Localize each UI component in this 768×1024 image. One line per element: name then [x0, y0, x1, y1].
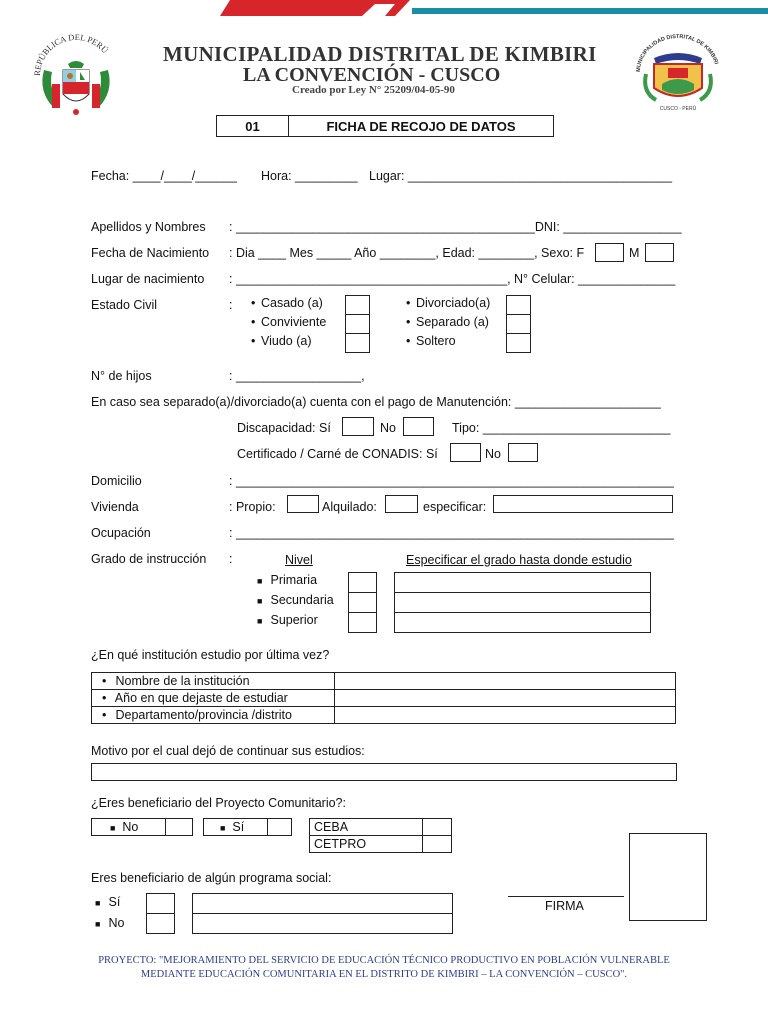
- kimbiri-seal: [632, 34, 724, 114]
- beneficiario-no-option: ■ No: [91, 818, 166, 836]
- estado-separado: • Separado (a): [406, 315, 489, 329]
- motivo-question: Motivo por el cual dejó de continuar sus estudios:: [91, 744, 365, 758]
- programa-no-option: ■ No: [95, 916, 125, 930]
- svg-text:MUNICIPALIDAD DISTRITAL DE KIM: MUNICIPALIDAD DISTRITAL DE KIMBIRI: [635, 34, 719, 73]
- estado-soltero: • Soltero: [406, 334, 456, 348]
- beneficiario-si-option: ■ Sí: [203, 818, 268, 836]
- institucion-anio-label: Año en que dejaste de estudiar: [114, 691, 288, 705]
- vivienda-label: Vivienda: [91, 500, 139, 514]
- conadis-no-label: No: [485, 447, 501, 461]
- programa-no-detail-field[interactable]: [192, 913, 453, 934]
- beneficiario-question: ¿Eres beneficiario del Proyecto Comunitario?:: [91, 796, 346, 810]
- lugar-nac-field[interactable]: : _______________________________________, N° Celular: ______________: [229, 272, 676, 286]
- institucion-question: ¿En qué institución estudio por última vez?: [91, 648, 330, 662]
- nivel-secundaria: ■ Secundaria: [257, 593, 334, 607]
- ceba-checkbox[interactable]: [423, 819, 452, 836]
- especificar-field[interactable]: [493, 495, 673, 513]
- programa-si-option: ■ Sí: [95, 895, 121, 909]
- especificar-grado-header: Especificar el grado hasta donde estudio: [406, 553, 632, 567]
- estado-conviviente: • Conviviente: [251, 315, 327, 329]
- conadis-label: Certificado / Carné de CONADIS: Sí: [237, 447, 438, 461]
- conadis-no-checkbox[interactable]: [508, 443, 538, 462]
- table-row: • Nombre de la institución: [92, 673, 676, 690]
- municipality-title: MUNICIPALIDAD DISTRITAL DE KIMBIRI: [163, 42, 597, 66]
- motivo-field[interactable]: [91, 763, 677, 781]
- divorciado-checkbox[interactable]: [506, 295, 531, 315]
- apellidos-label: Apellidos y Nombres: [91, 220, 206, 234]
- discapacidad-si-checkbox[interactable]: [342, 417, 374, 436]
- viudo-checkbox[interactable]: [345, 333, 370, 353]
- form-title-cell: FICHA DE RECOJO DE DATOS: [288, 115, 554, 137]
- hora-field[interactable]: Hora: _________: [261, 169, 358, 183]
- signature-line[interactable]: [508, 896, 624, 897]
- manutencion-field[interactable]: En caso sea separado(a)/divorciado(a) cuenta con el pago de Manutención: _____________________: [91, 395, 661, 409]
- secundaria-grado-field[interactable]: [394, 592, 651, 613]
- estado-divorciado: • Divorciado(a): [406, 296, 491, 310]
- creation-law: Creado por Ley N° 25209/04-05-90: [292, 84, 455, 96]
- discapacidad-no-checkbox[interactable]: [403, 417, 434, 436]
- cetpro-label: CETPRO: [310, 836, 423, 853]
- nacimiento-field[interactable]: : Dia ____ Mes _____ Año ________, Edad: ________, Sexo: F: [229, 246, 585, 260]
- table-row: [310, 819, 452, 836]
- vivienda-propio-label: : Propio:: [229, 500, 276, 514]
- nivel-superior: ■ Superior: [257, 613, 318, 627]
- estado-civil-label: Estado Civil: [91, 298, 157, 312]
- lugar-field[interactable]: Lugar: ______________________________________: [369, 169, 673, 183]
- footer-project-line1: PROYECTO: "MEJORAMIENTO DEL SERVICIO DE EDUCACIÓN TÉCNICO PRODUCTIVO EN POBLACIÓN VULNERABLE: [98, 955, 670, 966]
- discapacidad-no-label: No: [380, 421, 396, 435]
- peru-coat-of-arms: [30, 32, 122, 120]
- estado-viudo: • Viudo (a): [251, 334, 312, 348]
- domicilio-label: Domicilio: [91, 474, 142, 488]
- svg-text:CUSCO - PERÚ: CUSCO - PERÚ: [659, 106, 697, 112]
- primaria-checkbox[interactable]: [348, 572, 377, 593]
- hijos-label: N° de hijos: [91, 369, 152, 383]
- firma-label: FIRMA: [545, 899, 584, 913]
- hijos-field[interactable]: : __________________,: [229, 369, 365, 383]
- ceba-cetpro-table: [309, 818, 452, 853]
- superior-grado-field[interactable]: [394, 612, 651, 633]
- institucion-anio-field[interactable]: [335, 690, 676, 707]
- soltero-checkbox[interactable]: [506, 333, 531, 353]
- form-number-cell: 01: [216, 115, 289, 137]
- vivienda-especificar-label: especificar:: [423, 500, 487, 514]
- beneficiario-si-checkbox[interactable]: [267, 818, 292, 836]
- secundaria-checkbox[interactable]: [348, 592, 377, 613]
- institucion-nombre-field[interactable]: [335, 673, 676, 690]
- primaria-grado-field[interactable]: [394, 572, 651, 593]
- programa-si-checkbox[interactable]: [146, 893, 175, 914]
- nacimiento-label: Fecha de Nacimiento: [91, 246, 210, 260]
- institucion-table: [91, 672, 676, 724]
- conadis-si-checkbox[interactable]: [450, 443, 481, 462]
- ocupacion-label: Ocupación: [91, 526, 151, 540]
- institucion-departamento-field[interactable]: [335, 707, 676, 724]
- conviviente-checkbox[interactable]: [345, 314, 370, 334]
- location-title: LA CONVENCIÓN - CUSCO: [243, 64, 501, 86]
- nivel-header: Nivel: [285, 553, 313, 567]
- sexo-m-label: M: [629, 246, 640, 260]
- beneficiario-no-checkbox[interactable]: [165, 818, 193, 836]
- estado-casado: • Casado (a): [251, 296, 323, 310]
- programa-no-checkbox[interactable]: [146, 913, 175, 934]
- domicilio-field[interactable]: : _______________________________________________________________: [229, 474, 674, 488]
- table-row: • Departamento/provincia /distrito: [92, 707, 676, 724]
- institucion-departamento-label: Departamento/provincia /distrito: [115, 708, 292, 722]
- apellidos-field[interactable]: : ___________________________________________DNI: _________________: [229, 220, 682, 234]
- superior-checkbox[interactable]: [348, 612, 377, 633]
- ocupacion-field[interactable]: : _______________________________________________________________: [229, 526, 674, 540]
- photo-box[interactable]: [629, 833, 707, 921]
- footer-project-line2: MEDIANTE EDUCACIÓN COMUNITARIA EN EL DISTRITO DE KIMBIRI – LA CONVENCIÓN – CUSCO".: [140, 969, 628, 980]
- sexo-f-checkbox[interactable]: [595, 243, 624, 262]
- nivel-primaria: ■ Primaria: [257, 573, 318, 587]
- programa-si-detail-field[interactable]: [192, 893, 453, 914]
- instruccion-colon: :: [229, 552, 233, 566]
- top-stripes: [0, 0, 768, 30]
- table-row: • Año en que dejaste de estudiar: [92, 690, 676, 707]
- ceba-label: CEBA: [310, 819, 423, 836]
- casado-checkbox[interactable]: [345, 295, 370, 315]
- programa-question: Eres beneficiario de algún programa social:: [91, 871, 332, 885]
- table-row: [310, 836, 452, 853]
- cetpro-checkbox[interactable]: [423, 836, 452, 853]
- alquilado-checkbox[interactable]: [385, 495, 418, 513]
- separado-checkbox[interactable]: [506, 314, 531, 334]
- vivienda-alquilado-label: Alquilado:: [322, 500, 377, 514]
- discapacidad-label: Discapacidad: Sí: [237, 421, 331, 435]
- discapacidad-tipo-field[interactable]: Tipo: ___________________________: [452, 421, 671, 435]
- instruccion-label: Grado de instrucción: [91, 552, 207, 566]
- propio-checkbox[interactable]: [287, 495, 319, 513]
- lugar-nac-label: Lugar de nacimiento: [91, 272, 205, 286]
- svg-text:REPÚBLICA DEL PERÚ: REPÚBLICA DEL PERÚ: [31, 32, 111, 77]
- sexo-m-checkbox[interactable]: [645, 243, 674, 262]
- estado-civil-colon: :: [229, 298, 233, 312]
- institucion-nombre-label: Nombre de la institución: [115, 674, 250, 688]
- fecha-field[interactable]: Fecha: ____/____/______: [91, 169, 237, 183]
